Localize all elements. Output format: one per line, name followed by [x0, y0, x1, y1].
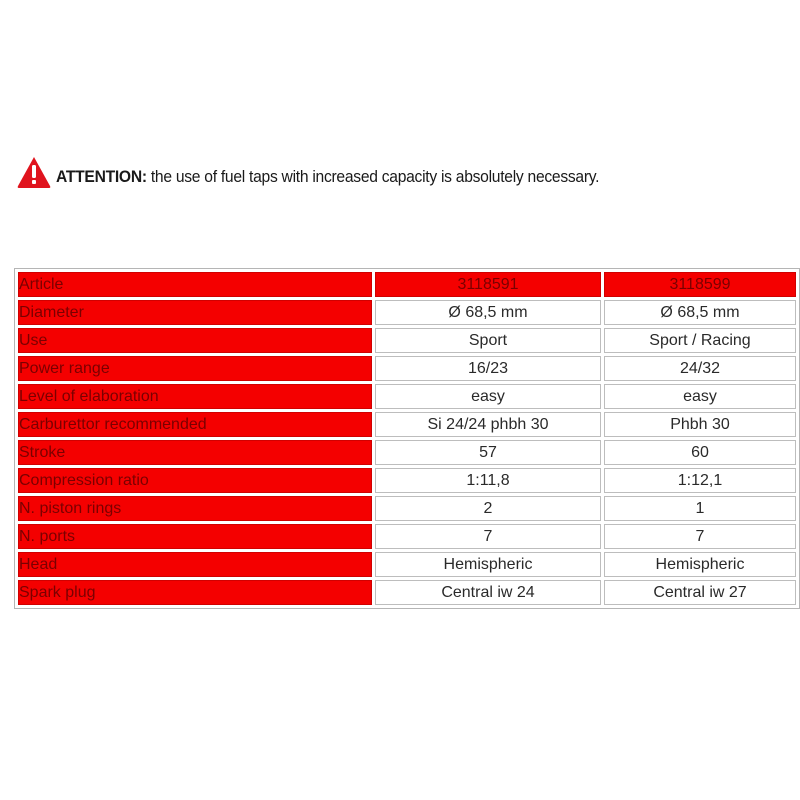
- row-value-2: Hemispheric: [604, 552, 796, 577]
- row-value-2: Sport / Racing: [604, 328, 796, 353]
- row-label: N. piston rings: [18, 496, 372, 521]
- row-label: Level of elaboration: [18, 384, 372, 409]
- row-value-1: easy: [375, 384, 601, 409]
- row-label: Head: [18, 552, 372, 577]
- row-value-1: 57: [375, 440, 601, 465]
- attention-message: [56, 167, 599, 189]
- spec-table: [14, 268, 800, 609]
- row-value-1: 2: [375, 496, 601, 521]
- warning-triangle-icon: [16, 155, 52, 189]
- row-label: Diameter: [18, 300, 372, 325]
- row-value-1: Ø 68,5 mm: [375, 300, 601, 325]
- attention-body: the use of fuel taps with increased capacity is absolutely necessary.: [146, 167, 600, 186]
- row-value-1: Hemispheric: [375, 552, 601, 577]
- row-value-2: Central iw 27: [604, 580, 796, 605]
- row-value-1: Si 24/24 phbh 30: [375, 412, 601, 437]
- table-row: [18, 496, 796, 521]
- row-label: N. ports: [18, 524, 372, 549]
- table-row: [18, 356, 796, 381]
- row-value-1: Central iw 24: [375, 580, 601, 605]
- table-header-row: [18, 272, 796, 297]
- row-label: Stroke: [18, 440, 372, 465]
- row-label: Power range: [18, 356, 372, 381]
- row-value-1: 16/23: [375, 356, 601, 381]
- table-row: [18, 440, 796, 465]
- row-value-2: 1: [604, 496, 796, 521]
- attention-notice: [16, 155, 646, 189]
- row-value-2: 7: [604, 524, 796, 549]
- table-row: [18, 300, 796, 325]
- header-label: Article: [18, 272, 372, 297]
- row-value-1: 1:11,8: [375, 468, 601, 493]
- header-article-1: 3118591: [375, 272, 601, 297]
- row-value-2: 1:12,1: [604, 468, 796, 493]
- attention-label: ATTENTION:: [56, 167, 147, 186]
- table-row: [18, 524, 796, 549]
- row-value-2: 60: [604, 440, 796, 465]
- table-row: [18, 468, 796, 493]
- row-value-2: Phbh 30: [604, 412, 796, 437]
- table-row: [18, 384, 796, 409]
- row-label: Carburettor recommended: [18, 412, 372, 437]
- header-article-2: 3118599: [604, 272, 796, 297]
- table-row: [18, 412, 796, 437]
- row-value-2: 24/32: [604, 356, 796, 381]
- row-label: Use: [18, 328, 372, 353]
- row-value-1: 7: [375, 524, 601, 549]
- row-value-1: Sport: [375, 328, 601, 353]
- table-row: [18, 580, 796, 605]
- table-row: [18, 328, 796, 353]
- row-label: Spark plug: [18, 580, 372, 605]
- table-row: [18, 552, 796, 577]
- row-value-2: Ø 68,5 mm: [604, 300, 796, 325]
- row-value-2: easy: [604, 384, 796, 409]
- row-label: Compression ratio: [18, 468, 372, 493]
